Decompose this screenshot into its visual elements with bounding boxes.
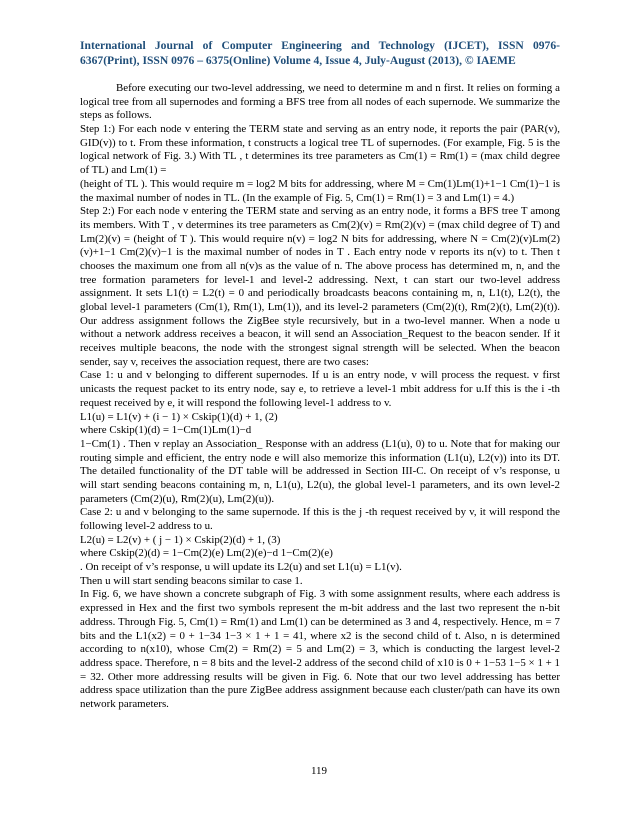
- step-1-paragraph: Step 1:) For each node v entering the TERM state and serving as an entry node, it reports the pair (PAR(v), GID(v)) to t. From these information, t constructs a logical tree TL of supernodes. (For example, Fig. 5 is the logical network of Fig. 3.) With TL , t determines its tree parameters as Cm(1) = Rm(1) = (max child degree of TL) and Lm(1) =: [80, 123, 560, 177]
- equation-2: L1(u) = L1(v) + (i − 1) × Cskip(1)(d) + 1, (2): [80, 410, 278, 423]
- equation-3: L2(u) = L2(v) + ( j − 1) × Cskip(2)(d) + 1, (3): [80, 533, 281, 546]
- intro-paragraph: Before executing our two-level addressing, we need to determine m and n first. It relies on forming a logical tree from all supernodes and forming a BFS tree from all nodes of each supernode. We summarize the steps as follows.: [80, 82, 560, 122]
- step-1-continued-paragraph: (height of TL ). This would require m = log2 M bits for addressing, where M = Cm(1)Lm(1)+1−1 Cm(1)−1 is the maximal number of nodes in TL. (In the example of Fig. 5, Cm(1) = Rm(1) = 3 and Lm(1) = 4.): [80, 177, 560, 204]
- case-2-beacon-line: Then u will start sending beacons similar to case 1.: [80, 574, 303, 587]
- case-1-continued-paragraph: 1−Cm(1) . Then v replay an Association_ Response with an address (L1(u), 0) to u. Note that for making our routing simple and efficient, the entry node e will also memorize this information (L1(u), L2(v)) into its DT. The detailed functionality of the DT table will be addressed in Section III-C. On receipt of v’s response, u will start sending beacons containing m, n, L1(u), L2(u), the global level-1 parameters, and its own level-2 parameters (Cm(2)(u), Rm(2)(u), Lm(2)(u)).: [80, 437, 560, 505]
- cskip-2-definition: where Cskip(2)(d) = 1−Cm(2)(e) Lm(2)(e)−d 1−Cm(2)(e): [80, 547, 333, 560]
- journal-header: International Journal of Computer Engineering and Technology (IJCET), ISSN 0976-6367(Print), ISSN 0976 – 6375(Online) Volume 4, Issue 4, July-August (2013), © IAEME: [80, 39, 560, 67]
- page-number: 119: [310, 765, 328, 777]
- fig-6-paragraph: In Fig. 6, we have shown a concrete subgraph of Fig. 3 with some assignment results, where each address is expressed in Hex and the first two symbols represent the m-bit address and the last two represent the n-bit address. Through Fig. 5, Cm(1) = Rm(1) and Lm(1) can be determined as 3 and 4, respectively. Hence, m = 7 bits and the L1(x2) = 0 + 1−34 1−3 × 1 + 1 = 41, where x2 is the second child of t. Also, n is determined according to n(x10), whose Cm(2) = Rm(2) = 5 and Lm(2) = 3, which is conducting the largest level-2 address space. Therefore, n = 8 bits and the level-2 address of the second child of x10 is 0 + 1−53 1−5 × 1 + 1 = 32. Other more addressing results will be given in Fig. 6. Note that our two level addressing has better address space utilization than the pure ZigBee address assignment because each cluster/path can have its own network parameters.: [80, 588, 560, 710]
- step-2-paragraph: Step 2:) For each node v entering the TERM state and serving as an entry node, it forms a BFS tree T among its members. With T , v determines its tree parameters as Cm(2)(v) = Rm(2)(v) = (max child degree of T) and Lm(2)(v) = (height of T ). This would require n(v) = log2 N bits for addressing, where N = Cm(2)(v)Lm(2)(v)+1−1 Cm(2)(v)−1 is the maximal number of nodes in T . Each entry node v reports its n(v) to t. Then t chooses the maximum one from all n(v)s as the value of n. The above process has determined m, n, and the tree formation parameters for level-1 and level-2 addressing. Next, t can start our two-level address assignment. It sets L1(t) = L2(t) = 0 and periodically broadcasts beacons containing m, n, L1(t), L2(t), the global level-1 parameters (Cm(1), Rm(1), Lm(1)), and its level-2 parameters (Cm(2)(t), Rm(2)(t), Lm(2)(t)). Our address assignment follows the ZigBee style recursively, but in a two-level manner. When a node u without a network address receives a beacon, it will send an Association_Request to the beacon sender. If it receives multiple beacons, the node with the strongest signal strength will be selected. When the beacon sender, say v, receives the association request, there are two cases:: [80, 205, 560, 368]
- cskip-1-definition: where Cskip(1)(d) = 1−Cm(1)Lm(1)−d: [80, 424, 252, 437]
- case-1-paragraph: Case 1: u and v belonging to different supernodes. If u is an entry node, v will process the request. v first unicasts the request packet to its entry node, say e, to retrieve a level-1 mbit address for u.If this is the i -th request received by e, it will respond the following level-1 address to v.: [80, 369, 560, 409]
- case-2-paragraph: Case 2: u and v belonging to the same supernode. If this is the j -th request received by v, it will respond the following level-2 address to u.: [80, 506, 560, 532]
- article-body: [80, 82, 560, 712]
- case-2-receipt-line: . On receipt of v’s response, u will update its L2(u) and set L1(u) = L1(v).: [80, 561, 402, 574]
